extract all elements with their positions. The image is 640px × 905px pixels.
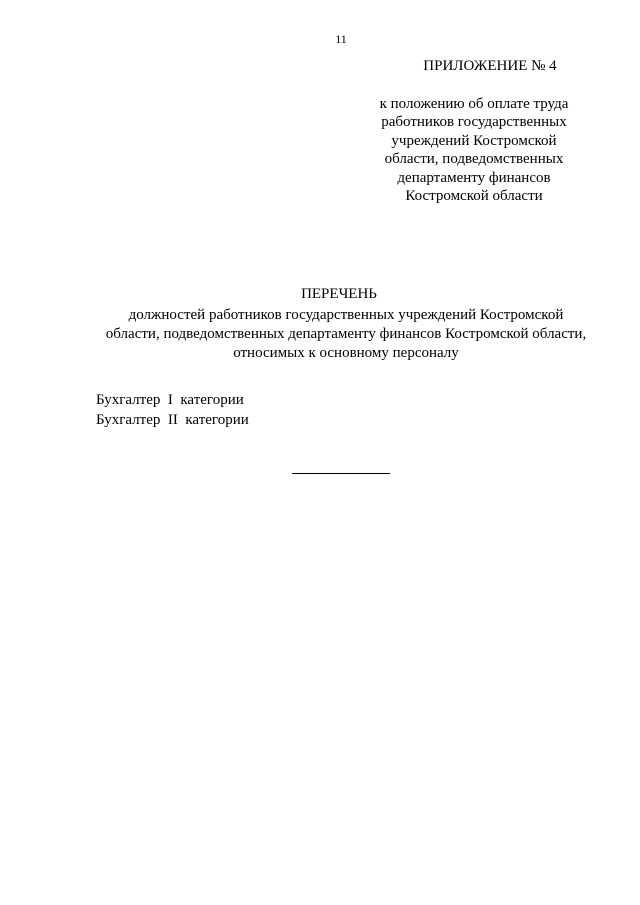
list-description-line: относимых к основному персоналу bbox=[233, 345, 459, 361]
position-item: Бухгалтер II категории bbox=[96, 412, 249, 428]
list-title: ПЕРЕЧЕНЬ bbox=[301, 286, 377, 302]
appendix-subtitle-line: Костромской области bbox=[405, 188, 543, 205]
appendix-subtitle-line: департаменту финансов bbox=[397, 169, 551, 186]
position-item: Бухгалтер I категории bbox=[96, 392, 244, 408]
appendix-subtitle-line: к положению об оплате труда bbox=[379, 96, 569, 112]
list-description-line: области, подведомственных департаменту финансов Костромской области, bbox=[105, 326, 587, 342]
page-number: 11 bbox=[335, 32, 347, 46]
list-description-line: должностей работников государственных учреждений Костромской bbox=[128, 307, 564, 323]
appendix-subtitle-line: работников государственных bbox=[381, 114, 567, 131]
appendix-subtitle-line: учреждений Костромской bbox=[391, 132, 557, 149]
end-divider bbox=[292, 473, 390, 474]
appendix-subtitle-line: области, подведомственных bbox=[384, 151, 564, 168]
appendix-subtitle bbox=[360, 95, 588, 205]
list-description bbox=[96, 306, 596, 363]
appendix-title: ПРИЛОЖЕНИЕ № 4 bbox=[423, 58, 557, 74]
positions-list bbox=[96, 390, 249, 430]
